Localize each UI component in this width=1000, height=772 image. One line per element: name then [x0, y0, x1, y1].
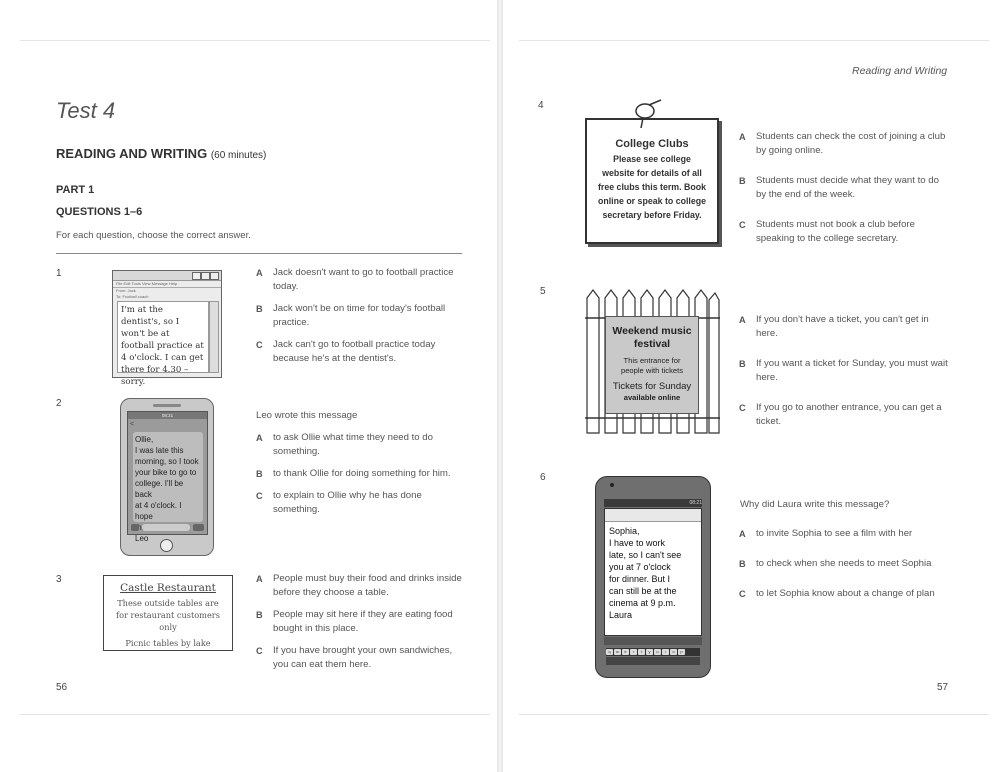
question-number: 1 — [56, 268, 62, 279]
option-text: to check when she needs to meet Sophia — [756, 558, 932, 569]
message-line: I was late this — [135, 446, 184, 455]
compose-bar — [604, 637, 702, 645]
sign-available: available online — [623, 393, 681, 402]
text-message — [609, 525, 699, 621]
email-menu: File Edit Tools View Message Help — [113, 281, 221, 288]
email-to: To: Football coach — [116, 294, 149, 299]
questions-label: QUESTIONS 1–6 — [56, 206, 143, 218]
answer-option — [256, 266, 456, 294]
email-body: I'm at the dentist's, so I won't be at football practice at 4 o'clock. I can get there for 4.30 – sorry. — [117, 301, 209, 373]
close-icon — [210, 272, 219, 280]
answer-option — [739, 401, 949, 429]
home-button-icon — [160, 539, 173, 552]
sign-title: Castle Restaurant — [120, 582, 216, 594]
question-number: 4 — [538, 100, 544, 111]
answer-option — [739, 557, 959, 571]
option-text: If you have brought your own sandwiches, you can eat them here. — [273, 645, 453, 670]
message-line: Ollie, — [135, 435, 154, 444]
email-titlebar — [113, 271, 221, 281]
option-text: Students must decide what they want to do by the end of the week. — [756, 175, 939, 200]
camera-icon — [610, 483, 614, 487]
phone-screen — [127, 411, 208, 543]
bottom-rule — [519, 714, 989, 715]
option-text: to invite Sophia to see a film with her — [756, 528, 913, 539]
option-text: If you go to another entrance, you can get a ticket. — [756, 402, 942, 427]
keyboard-key: u — [654, 649, 661, 655]
keyboard-key: t — [638, 649, 645, 655]
email-window — [112, 270, 222, 387]
phone-status-bar — [604, 499, 702, 507]
option-letter: B — [256, 304, 263, 314]
sign-line: This entrance for — [623, 356, 681, 365]
question-number: 3 — [56, 574, 62, 585]
option-text: People may sit here if they are eating food bought in this place. — [273, 609, 453, 634]
option-text: to let Sophia know about a change of plan — [756, 588, 935, 599]
instruction-text: For each question, choose the correct answer. — [56, 230, 251, 241]
option-letter: A — [739, 132, 746, 142]
answer-option — [256, 608, 456, 636]
message-header — [605, 509, 701, 522]
message-line: I have to work — [609, 538, 666, 548]
message-line: your bike to go to — [135, 468, 197, 477]
top-rule — [20, 40, 490, 41]
option-letter: A — [739, 529, 746, 539]
option-letter: A — [739, 315, 746, 325]
answer-option — [256, 572, 466, 600]
send-icon — [193, 524, 204, 531]
option-text: Jack doesn't want to go to football practice today. — [273, 267, 454, 292]
option-letter: B — [256, 469, 263, 479]
option-text: to ask Ollie what time they need to do something. — [273, 432, 433, 457]
sign-subtext: Picnic tables by lake — [125, 638, 211, 648]
maximize-icon — [201, 272, 210, 280]
option-text: People must buy their food and drinks inside before they choose a table. — [273, 573, 462, 598]
status-time: 08:21 — [689, 500, 702, 506]
answer-option — [739, 218, 949, 246]
section-title — [56, 146, 266, 161]
option-text: Jack can't go to football practice today because he's at the dentist's. — [273, 339, 436, 364]
keyboard-key: y — [646, 649, 653, 655]
option-letter: B — [739, 176, 746, 186]
email-scrollbar — [209, 301, 219, 373]
answer-option — [739, 130, 949, 158]
answer-option — [256, 431, 456, 459]
message-line: can still be at the — [609, 586, 677, 596]
minimize-icon — [192, 272, 201, 280]
smartphone-illustration — [595, 476, 711, 678]
poster-line: Please see college — [613, 154, 691, 164]
keyboard — [606, 648, 700, 656]
message-line: college. I'll be back — [135, 479, 184, 499]
option-letter: C — [739, 589, 746, 599]
right-page — [503, 0, 1000, 772]
page-number: 56 — [56, 682, 68, 693]
keyboard-key: w — [614, 649, 621, 655]
option-letter: B — [739, 559, 746, 569]
message-input — [142, 524, 190, 531]
answer-option — [739, 357, 949, 385]
keyboard-row — [606, 657, 700, 665]
message-line: Sophia, — [609, 526, 640, 536]
test-title: Test 4 — [56, 98, 116, 123]
poster-line: secretary before Friday. — [602, 210, 702, 220]
text-message — [133, 432, 203, 543]
festival-sign — [605, 316, 699, 414]
option-letter: A — [256, 268, 263, 278]
option-text: to explain to Ollie why he has done something. — [273, 490, 422, 515]
keyboard-key: o — [670, 649, 677, 655]
question-number: 6 — [540, 472, 546, 483]
option-text: Students can check the cost of joining a club by going online. — [756, 131, 946, 156]
section-duration: (60 minutes) — [210, 150, 267, 161]
instruction-divider — [56, 253, 462, 254]
question-prompt: Why did Laura write this message? — [740, 499, 890, 510]
phone-speaker — [153, 404, 181, 407]
part-label: PART 1 — [56, 184, 95, 196]
option-letter: C — [739, 220, 746, 230]
answer-option — [256, 644, 456, 672]
poster-line: free clubs this term. Book — [597, 182, 707, 192]
option-text: Jack won't be on time for today's football practice. — [273, 303, 446, 328]
section-title-text: READING AND WRITING — [56, 146, 208, 161]
poster-line: online or speak to college — [597, 196, 707, 206]
keyboard-key: i — [662, 649, 669, 655]
college-clubs-poster — [585, 118, 719, 244]
message-line: Laura — [609, 610, 633, 620]
answer-option — [739, 527, 959, 541]
sign-tickets: Tickets for Sunday — [612, 381, 692, 392]
option-letter: C — [256, 340, 263, 350]
back-arrow-icon: < — [130, 421, 135, 428]
message-line: you at 7 o'clock — [609, 562, 671, 572]
page-number: 57 — [937, 682, 949, 693]
poster-title: College Clubs — [615, 138, 689, 150]
message-line: late, so I can't see — [609, 550, 682, 560]
option-letter: A — [256, 574, 263, 584]
option-letter: C — [739, 403, 746, 413]
poster-line: website for details of all — [602, 168, 702, 178]
message-line: at 4 o'clock. I hope — [135, 501, 182, 521]
answer-option — [256, 302, 456, 330]
phone-status-bar: 08:21 — [128, 412, 207, 419]
answer-option — [739, 587, 959, 601]
sign-title-line: festival — [633, 338, 671, 350]
sign-title-line: Weekend music — [612, 325, 692, 337]
answer-option — [739, 174, 949, 202]
message-line: Leo — [135, 534, 149, 543]
option-text: Students must not book a club before speaking to the college secretary. — [756, 219, 915, 244]
option-letter: C — [256, 491, 263, 501]
running-head: Reading and Writing — [852, 65, 948, 77]
keyboard-key: r — [630, 649, 637, 655]
message-line: morning, so I took — [135, 457, 199, 466]
sign-text: These outside tables are for restaurant customers only — [116, 598, 220, 632]
keyboard-key: p — [678, 649, 685, 655]
bottom-rule — [20, 714, 490, 715]
pin-icon — [625, 98, 665, 130]
left-page — [0, 0, 497, 772]
message-line: cinema at 9 p.m. — [609, 598, 676, 608]
option-text: If you don't have a ticket, you can't get in here. — [756, 314, 929, 339]
attach-icon — [131, 524, 139, 531]
keyboard-key: e — [622, 649, 629, 655]
email-from: From: Jack — [116, 288, 136, 293]
phone-screen — [604, 508, 702, 636]
answer-option — [256, 338, 456, 366]
option-letter: B — [256, 610, 263, 620]
question-prompt: Leo wrote this message — [256, 410, 358, 421]
answer-option — [256, 489, 456, 517]
option-text: to thank Ollie for doing something for him. — [273, 468, 451, 479]
restaurant-sign — [103, 575, 233, 651]
question-number: 2 — [56, 398, 62, 409]
top-rule — [519, 40, 989, 41]
phone-illustration — [120, 398, 214, 556]
keyboard-key: q — [606, 649, 613, 655]
question-number: 5 — [540, 286, 546, 297]
option-letter: C — [256, 646, 263, 656]
option-letter: B — [739, 359, 746, 369]
answer-option — [256, 467, 476, 481]
option-letter: A — [256, 433, 263, 443]
sign-line: people with tickets — [620, 366, 684, 375]
message-line: for dinner. But I — [609, 574, 671, 584]
option-text: If you want a ticket for Sunday, you must wait here. — [756, 358, 948, 383]
answer-option — [739, 313, 949, 341]
